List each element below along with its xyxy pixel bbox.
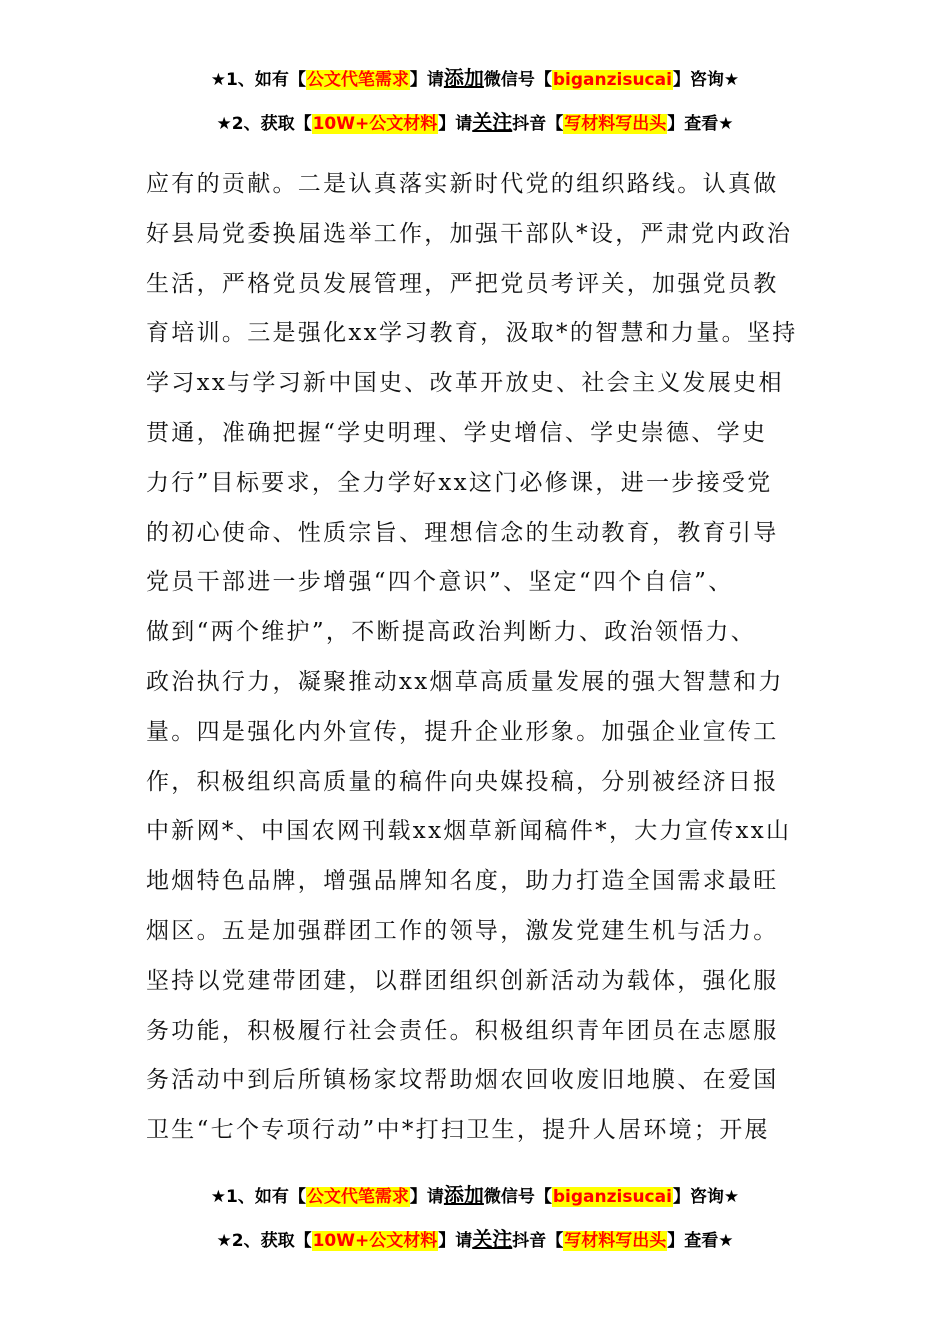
promo-emphasis: 关注 <box>472 110 513 134</box>
promo-text: 抖音【 <box>512 1231 564 1251</box>
body-line: 党员干部进一步增强“四个意识”、坚定“四个自信”、 <box>146 569 734 596</box>
promo-line-2 <box>0 1227 950 1251</box>
promo-text: 】查看★ <box>667 114 734 134</box>
promo-text: 】咨询★ <box>672 1187 740 1207</box>
body-line: 务活动中到后所镇杨家坟帮助烟农回收废旧地膜、在爱国 <box>146 1067 779 1094</box>
promo-highlight: 写材料写出头 <box>564 114 667 134</box>
promo-text: 】请 <box>409 70 444 90</box>
promo-text: ★2、获取【 <box>216 1231 312 1251</box>
promo-text: ★1、如有【 <box>210 70 306 90</box>
promo-text: ★1、如有【 <box>210 1187 306 1207</box>
body-line: 量。四是强化内外宣传，提升企业形象。加强企业宣传工 <box>146 718 779 745</box>
body-line: 育培训。三是强化xx学习教育，汲取*的智慧和力量。坚持 <box>146 320 798 347</box>
body-line: 应有的贡献。二是认真落实新时代党的组织路线。认真做 <box>146 171 779 197</box>
promo-text: 】查看★ <box>667 1231 734 1251</box>
promo-highlight: biganzisucai <box>552 1187 672 1207</box>
body-line: 做到“两个维护”，不断提高政治判断力、政治领悟力、 <box>146 619 757 646</box>
promo-emphasis: 添加 <box>443 66 484 90</box>
promo-text: 】请 <box>438 114 473 134</box>
body-line: 贯通，准确把握“学史明理、学史增信、学史崇德、学史 <box>146 419 768 446</box>
promo-highlight: 10W+公文材料 <box>312 1231 438 1251</box>
promo-text: 】请 <box>409 1187 444 1207</box>
promo-highlight: 写材料写出头 <box>564 1231 667 1251</box>
body-line: 作，积极组织高质量的稿件向央媒投稿，分别被经济日报 <box>146 768 779 795</box>
body-line: 政治执行力，凝聚推动xx烟草高质量发展的强大智慧和力 <box>146 668 784 695</box>
body-line: 好县局党委换届选举工作，加强干部队*设，严肃党内政治 <box>146 220 793 247</box>
body-line: 中新网*、中国农网刊载xx烟草新闻稿件*，大力宣传xx山 <box>146 818 792 845</box>
promo-line-1 <box>0 1183 950 1207</box>
body-line: 卫生“七个专项行动”中*打扫卫生，提升人居环境；开展 <box>146 1117 770 1144</box>
body-line: 学习xx与学习新中国史、改革开放史、社会主义发展史相 <box>146 370 784 397</box>
promo-highlight: 公文代笔需求 <box>306 1187 409 1207</box>
body-line: 务功能，积极履行社会责任。积极组织青年团员在志愿服 <box>146 1017 779 1044</box>
body-line: 生活，严格党员发展管理，严把党员考评关，加强党员教 <box>146 270 779 297</box>
promo-highlight: 10W+公文材料 <box>312 114 438 134</box>
document-body <box>146 160 808 1156</box>
promo-line-2 <box>0 110 950 134</box>
body-line: 的初心使命、性质宗旨、理想信念的生动教育，教育引导 <box>146 519 779 546</box>
promo-line-1 <box>0 66 950 90</box>
promo-text: 微信号【 <box>483 1187 552 1207</box>
promo-text: 】请 <box>438 1231 473 1251</box>
promo-text: 抖音【 <box>512 114 564 134</box>
body-line: 力行”目标要求，全力学好xx这门必修课，进一步接受党 <box>146 469 773 496</box>
body-line: 烟区。五是加强群团工作的领导，激发党建生机与活力。 <box>146 917 779 944</box>
body-line: 地烟特色品牌，增强品牌知名度，助力打造全国需求最旺 <box>146 868 779 895</box>
body-line: 坚持以党建带团建，以群团组织创新活动为载体，强化服 <box>146 967 779 994</box>
header-promo <box>0 66 950 154</box>
footer-promo <box>0 1183 950 1271</box>
promo-text: 微信号【 <box>483 70 552 90</box>
promo-highlight: biganzisucai <box>552 70 672 90</box>
promo-highlight: 公文代笔需求 <box>306 70 409 90</box>
promo-emphasis: 添加 <box>443 1183 484 1207</box>
promo-text: 】咨询★ <box>672 70 740 90</box>
promo-emphasis: 关注 <box>472 1227 513 1251</box>
promo-text: ★2、获取【 <box>216 114 312 134</box>
